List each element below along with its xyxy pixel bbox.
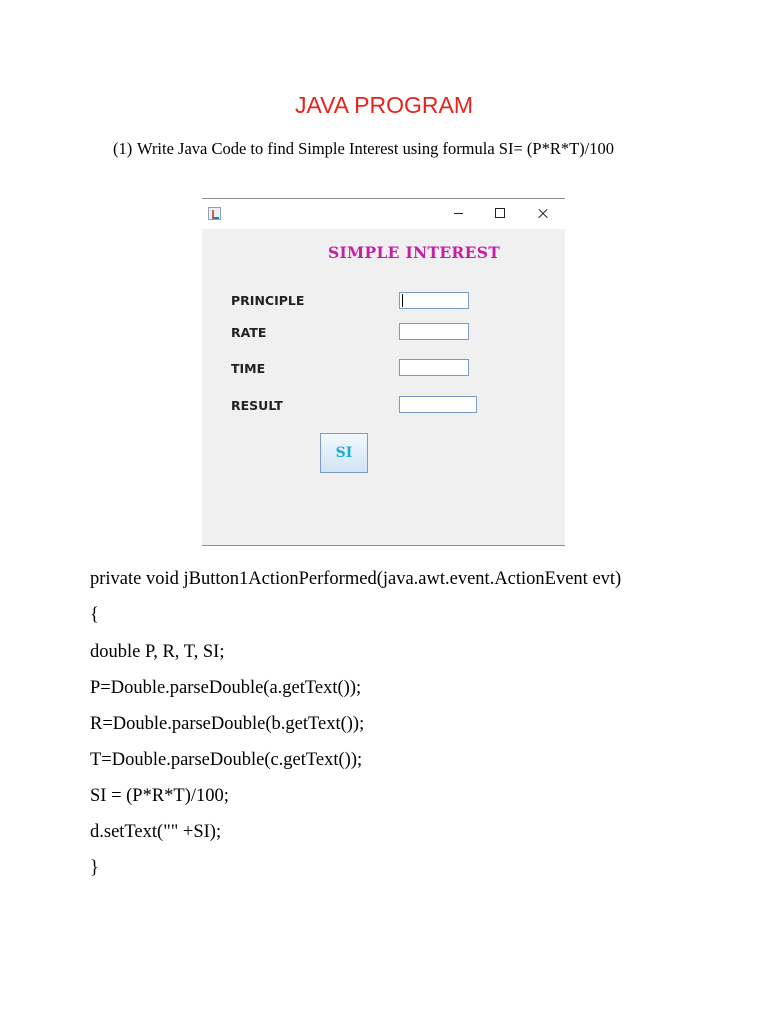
maximize-icon[interactable] bbox=[478, 199, 522, 229]
close-icon[interactable] bbox=[521, 199, 565, 229]
document-title: JAVA PROGRAM bbox=[294, 92, 474, 118]
java-app-icon bbox=[208, 207, 221, 220]
code-line: } bbox=[90, 858, 99, 878]
si-button[interactable]: SI bbox=[320, 433, 368, 473]
time-input[interactable] bbox=[399, 359, 469, 376]
question-text-line bbox=[113, 139, 614, 159]
code-line: { bbox=[90, 605, 99, 625]
principle-input[interactable] bbox=[399, 292, 469, 309]
question-text: Write Java Code to find Simple Interest using formula SI= (P*R*T)/100 bbox=[137, 139, 614, 158]
result-label: RESULT bbox=[231, 398, 283, 413]
result-input[interactable] bbox=[399, 396, 477, 413]
code-line: R=Double.parseDouble(b.getText()); bbox=[90, 714, 365, 734]
code-line: double P, R, T, SI; bbox=[90, 642, 225, 662]
window-titlebar bbox=[202, 199, 565, 229]
question-number: (1) bbox=[113, 139, 133, 158]
code-block bbox=[90, 568, 621, 893]
code-line: SI = (P*R*T)/100; bbox=[90, 786, 229, 806]
java-application-window bbox=[202, 198, 565, 546]
code-line: private void jButton1ActionPerformed(java.awt.event.ActionEvent evt) bbox=[90, 569, 622, 589]
minimize-icon[interactable] bbox=[436, 199, 480, 229]
rate-label: RATE bbox=[231, 325, 267, 340]
principle-label: PRINCIPLE bbox=[231, 293, 305, 308]
rate-input[interactable] bbox=[399, 323, 469, 340]
code-line: T=Double.parseDouble(c.getText()); bbox=[90, 750, 363, 770]
form-heading: SIMPLE INTEREST bbox=[328, 243, 501, 262]
code-line: d.setText("" +SI); bbox=[90, 822, 222, 842]
time-label: TIME bbox=[231, 361, 266, 376]
code-line: P=Double.parseDouble(a.getText()); bbox=[90, 678, 362, 698]
